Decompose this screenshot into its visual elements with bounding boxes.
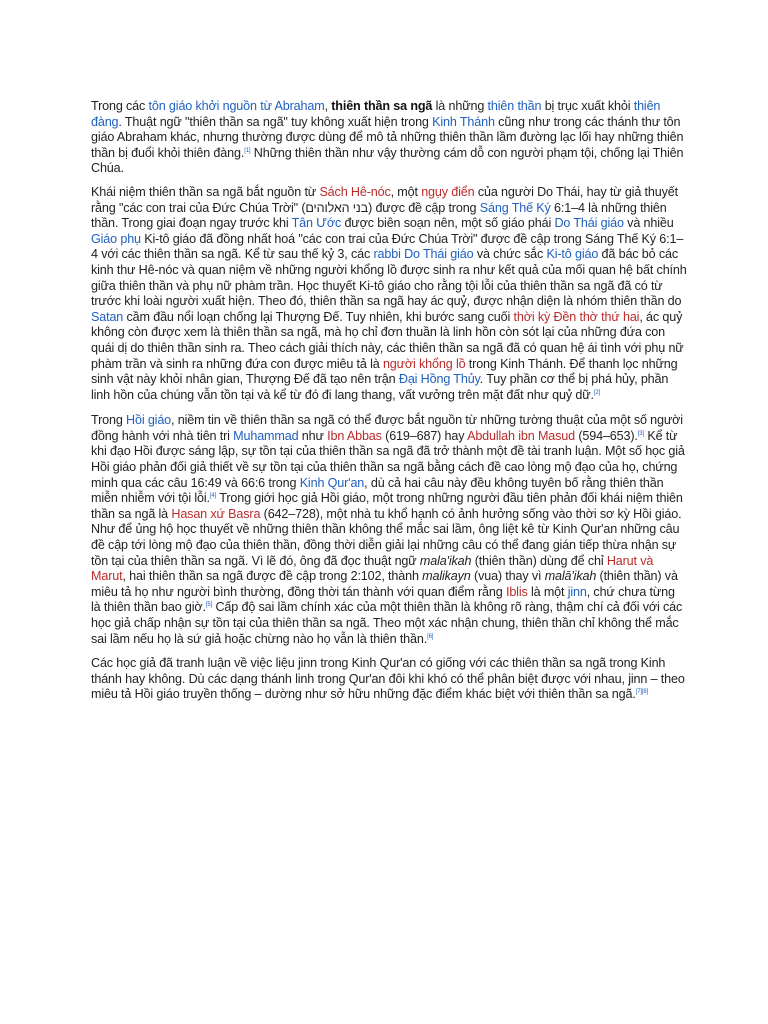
article-link[interactable]: người khổng lồ [382, 356, 466, 371]
article-link[interactable]: Iblis [505, 584, 528, 599]
text-run: của người Do Thái, hay từ giả thuyết rằng "các con trai của Đức Chúa Trời" (בני האלוהים) được đề cập trong [91, 184, 678, 215]
article-link[interactable]: Muhammad [233, 428, 299, 443]
text-run: đã bác bỏ các kinh thư Hê-nóc và quan niệm về những người khổng lồ được sinh ra như kết quả của mối quan hệ bất chính giữa thiên thần và phụ nữ phàm trần. Học thuyết Ki-tô giáo cho rằng tội lỗi của thiên thần sa ngã đã có từ trước khi loài người xuất hiện. Theo đó, thiên thần sa ngã hay ác quỷ, được nhận diện là nhóm thiên thần do [91, 247, 687, 309]
text-run: Trong [91, 413, 127, 428]
text-run: bị trục xuất khỏi [541, 99, 634, 113]
article-link[interactable]: Sách Hê-nóc [319, 184, 391, 199]
text-run: là những [432, 99, 488, 113]
article-link[interactable]: Satan [91, 309, 124, 324]
citation-ref[interactable]: [2] [593, 389, 601, 396]
citation-ref[interactable]: [3] [637, 430, 644, 437]
text-run: Ki-tô giáo đã đồng nhất hoá "các con trai của Đức Chúa Trời" được đề cập trong Sáng Thế Ký 6:1–4 với các thiên thần sa ngã. Kể từ sau thế kỷ 3, các [91, 231, 684, 262]
text-run: Những thiên thần như vậy thường cám dỗ con người phạm tội, chống lại Thiên Chúa. [91, 145, 684, 176]
article-link[interactable]: Ki-tô giáo [546, 247, 599, 262]
text-run: là một [527, 584, 568, 599]
article-link[interactable]: Sáng Thế Ký [479, 200, 551, 215]
italic-term: malikayn [422, 569, 471, 584]
text-run: . Tuy phần cơ thể bị phá hủy, phần linh hồn của chúng vẫn tồn tại và kể từ đó đi lang thang, vất vưởng trên mặt đất như quỷ dữ. [91, 372, 669, 402]
italic-term: mala'ikah [419, 553, 472, 568]
article-link[interactable]: Abdullah ibn Masud [467, 428, 575, 443]
text-run: , [324, 99, 332, 113]
text-run: và nhiều [623, 216, 674, 231]
paragraph-jinn [91, 656, 687, 703]
article-link[interactable]: rabbi [373, 247, 401, 262]
text-run: (vua) thay vì [470, 569, 545, 584]
text-run: và chức sắc [473, 247, 547, 262]
text-run: Khái niệm thiên thần sa ngã bắt nguồn từ [91, 184, 320, 199]
article-link[interactable]: Harut và Marut [91, 553, 654, 584]
text-run: cũng như trong các thánh thư tôn giáo Abraham khác, nhưng thường được dùng để mô tả những thiên thần lầm đường lạc lối hay những thiên thần bị đuổi khỏi thiên đàng. [91, 114, 684, 160]
citation-ref[interactable]: [7][8] [635, 689, 649, 696]
article-link[interactable]: Ibn Abbas [327, 428, 382, 443]
article-link[interactable]: Tân Ước [291, 216, 342, 231]
citation-ref[interactable]: [4] [209, 493, 217, 500]
text-run: Kể từ khi đạo Hồi được sáng lập, sự tồn tại của thiên thần sa ngã đã trở thành một đề tài tranh luận. Một số học giả Hồi giáo phản đối giả thiết về sự tồn tại của thiên thần sa ngã bằng cách đề cao lòng mộ đạo của họ, chứng minh qua các câu 16:49 và 66:6 trong [91, 428, 685, 490]
text-run: , một [390, 184, 422, 199]
text-run: , chứ chưa từng là thiên thần bao giờ. [91, 584, 675, 615]
text-run: Cấp độ sai lầm chính xác của một thiên thần là không rõ ràng, thậm chí cả đối với các học giả chấp nhận sự tồn tại của thiên thần sa ngã. Theo một xác nhận chung, thiên thần chỉ không thể mắc sai lầm nếu họ là sứ giả hoặc chừng nào họ vẫn là thiên thần. [91, 600, 683, 646]
text-run: , hai thiên thần sa ngã được đề cập trong 2:102, thành [122, 569, 423, 584]
article-link[interactable]: ngụy điển [421, 184, 475, 199]
article-body [91, 99, 687, 711]
text-run: cầm đầu nổi loạn chống lại Thượng Đế. Tuy nhiên, khi bước sang cuối [123, 309, 514, 324]
paragraph-intro [91, 99, 687, 177]
text-run: . Thuật ngữ "thiên thần sa ngã" tuy không xuất hiện trong [118, 114, 433, 129]
text-run: Trong các [91, 99, 149, 113]
paragraph-islam [91, 413, 687, 647]
text-run: 6:1–4 là những thiên thần. Trong giai đoạn ngay trước khi [91, 200, 667, 231]
text-run: , niềm tin về thiên thần sa ngã có thể được bắt nguồn từ những tường thuật của một số người đồng hành với nhà tiên tri [91, 413, 683, 443]
text-run: (thiên thần) dùng để chỉ [471, 553, 607, 568]
text-run: , dù cả hai câu này đều không tuyên bố rằng thiên thần miễn nhiễm với tội lỗi. [91, 475, 664, 506]
article-link[interactable]: Hasan xứ Basra [171, 506, 261, 521]
citation-ref[interactable]: [5] [205, 602, 213, 609]
text-run: Trong giới học giả Hồi giáo, một trong những người đầu tiên phản đối khái niệm thiên thần sa ngã là [91, 491, 683, 521]
paragraph-origins [91, 185, 687, 403]
text-run: (594–653). [575, 428, 638, 443]
article-link[interactable]: Hồi giáo [126, 413, 172, 428]
text-run: (642–728), một nhà tu khổ hạnh có ảnh hưởng sống vào thời sơ kỳ Hồi giáo. Như để ủng hộ học thuyết về những thiên thần không thể mắc sai lầm, ông liệt kê từ Kinh Qur'an những câu đề cập tới lòng mộ đạo của thiên thần, đồng thời diễn giải lại những câu có thể đang gián tiếp thừa nhận sự tồn tại của thiên thần sa ngã. Vì lẽ đó, ông đã đọc thuật ngữ [91, 506, 682, 568]
citation-ref[interactable]: [6] [427, 633, 434, 640]
article-link[interactable]: Đại Hồng Thủy [398, 372, 480, 387]
article-link[interactable]: Giáo phụ [91, 231, 141, 246]
article-link[interactable]: Kinh Qur'an [299, 475, 365, 490]
article-link[interactable]: thời kỳ Đền thờ thứ hai [513, 309, 640, 324]
article-link[interactable]: Do Thái giáo [554, 216, 624, 231]
article-link[interactable]: thiên thần [487, 99, 542, 113]
citation-ref[interactable]: [1] [244, 147, 251, 154]
text-run: như [298, 428, 328, 443]
bold-term: thiên thần sa ngã [331, 99, 433, 113]
article-link[interactable]: tôn giáo khởi nguồn từ Abraham [148, 99, 325, 113]
article-link[interactable]: thiên đàng [91, 99, 661, 129]
text-run: (619–687) hay [381, 428, 468, 443]
article-link[interactable]: Kinh Thánh [432, 114, 495, 129]
text-run: , ác quỷ không còn được xem là thiên thần sa ngã, mà họ chỉ đơn thuần là linh hồn còn sót lại của những đứa con quái dị do thiên thần sinh ra. Theo cách giải thích này, các thiên thần sa ngã đã có quan hệ ái tình với phụ nữ phàm trần và sinh ra những đứa con được miêu tả là [91, 309, 684, 371]
text-run: (thiên thần) và miêu tả họ như người bình thường, đồng thời tán thành với quan điểm rằng [91, 569, 678, 599]
article-link[interactable]: jinn [567, 584, 587, 599]
text-run: Các học giả đã tranh luận về việc liệu jinn trong Kinh Qur'an có giống với các thiên thần sa ngã trong Kinh thánh hay không. Dù các dạng thánh linh trong Qur'an đôi khi khó có thể phân biệt được với nhau, jinn – theo miêu tả Hồi giáo truyền thống – dường như sở hữu những đặc điểm khác biệt với thiên thần sa ngã. [91, 656, 685, 702]
text-run: được biên soạn nên, một số giáo phái [341, 216, 555, 231]
italic-term: malā'ikah [544, 569, 597, 584]
text-run: trong Kinh Thánh. Để thanh lọc những sinh vật này khỏi nhân gian, Thượng Đế đã tạo nên trận [91, 356, 678, 387]
article-link[interactable]: Do Thái giáo [404, 247, 474, 262]
